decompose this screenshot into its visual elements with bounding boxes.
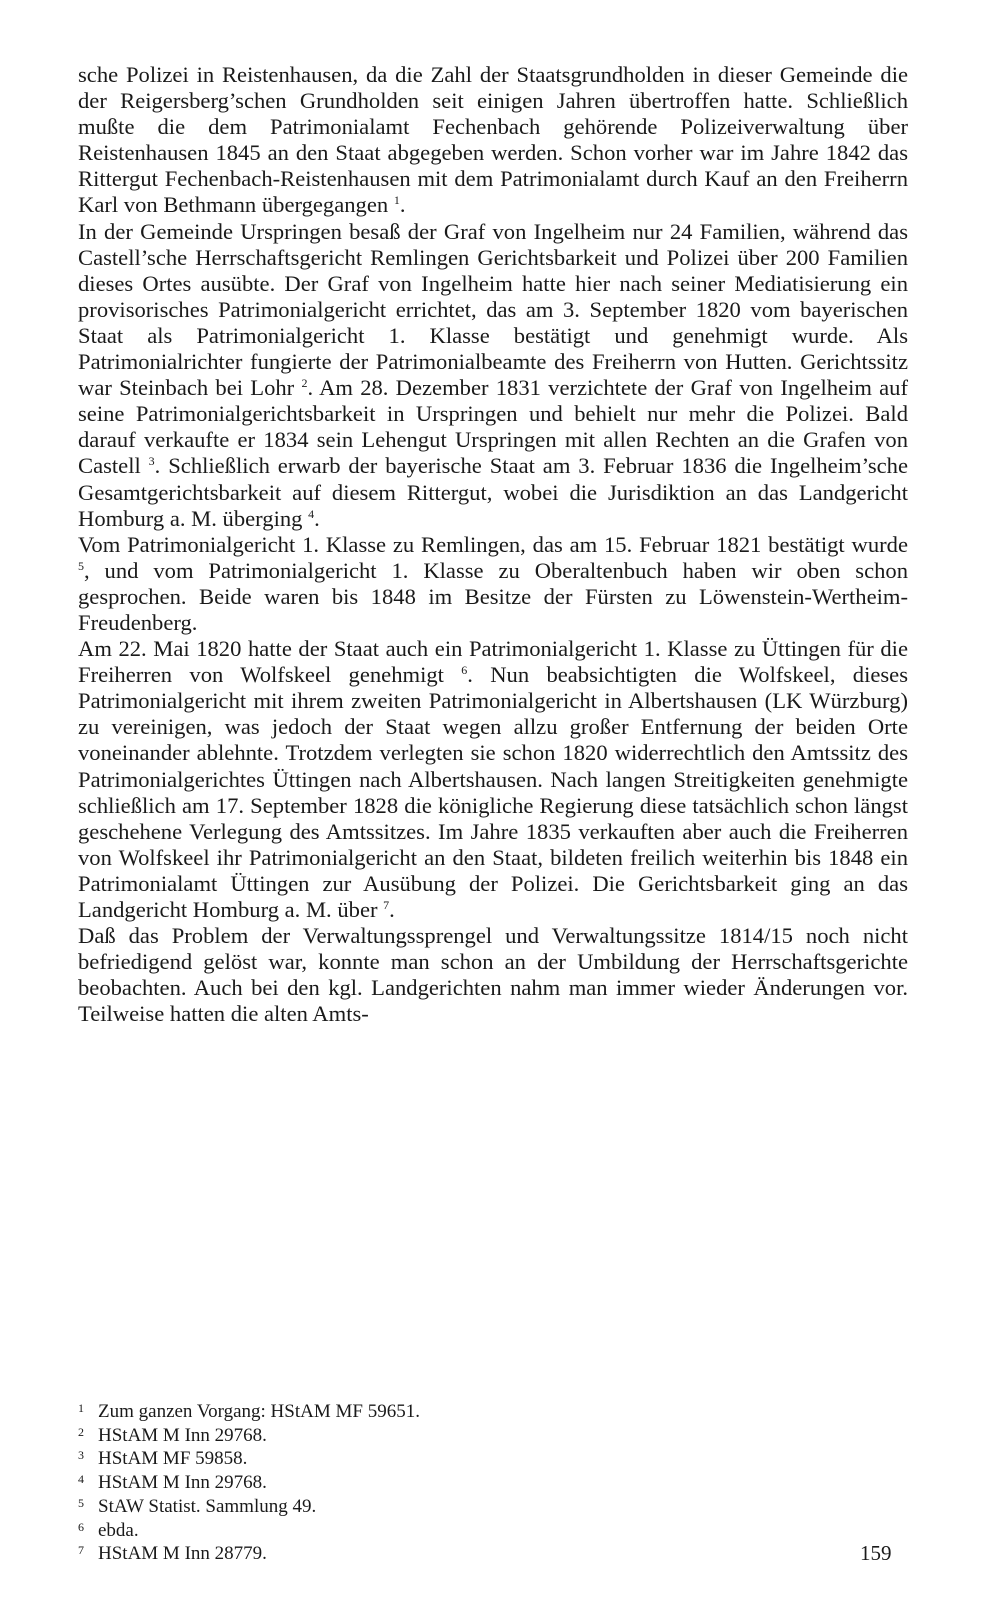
paragraph-4 bbox=[78, 636, 908, 923]
footnote-marker: 1 bbox=[393, 193, 400, 208]
paragraph-2 bbox=[78, 219, 908, 532]
footnote-5: 5 StAW Statist. Sammlung 49. bbox=[78, 1495, 317, 1517]
footnote-3: 3 HStAM MF 59858. bbox=[78, 1448, 248, 1470]
text-run: . bbox=[399, 192, 406, 218]
text-run: . Nun beabsichtigten die Wolfskeel, dieses Patrimonialgericht mit ihrem zweiten Patrimonialgericht in Albertshausen (LK Würzburg) zu vereinigen, was jedoch der Staat wegen allzu großer Entfernung der beiden Orte voneinander ablehnte. Trotzdem verlegten sie schon 1820 widerrechtlich den Amtssitz des Patrimonialgerichtes Üttingen nach Albertshausen. Nach langen Streitigkeiten genehmigte schließlich am 17. September 1828 die königliche Regierung diese tatsächlich schon längst geschehene Verlegung des Amtssitzes. Im Jahre 1835 verkauften aber auch die Freiherren von Wolfskeel ihr Patrimonialgericht an den Staat, bildeten freilich weiterhin bis 1848 ein Patrimonialamt Üttingen zur Ausübung der Polizei. Die Gerichtsbarkeit ging an das Landgericht Homburg a. M. über bbox=[78, 662, 909, 922]
footnote-7: 7 HStAM M Inn 28779. bbox=[78, 1543, 267, 1565]
footnote-marker: 5 bbox=[78, 558, 84, 573]
text-run: Am 22. Mai 1820 hatte der Staat auch ein Patrimonialgericht 1. Klasse zu Üttingen für die Freiherren von Wolfskeel genehmigt bbox=[78, 636, 908, 688]
text-run: sche Polizei in Reistenhausen, da die Zahl der Staatsgrundholden in dieser Gemeinde die der Reigersberg’schen Grundholden seit einigen Jahren übertroffen hatte. Schließlich mußte die dem Patrimonialamt Fechenbach gehörende Polizeiverwaltung über Reistenhausen 1845 an den Staat abgegeben werden. Schon vorher war im Jahre 1842 das Rittergut Fechenbach-Reistenhausen mit dem Patrimonialamt durch Kauf an den Freiherrn Karl von Bethmann übergegangen bbox=[78, 62, 908, 218]
footnote-marker: 6 bbox=[461, 663, 468, 678]
footnotes bbox=[78, 1400, 678, 1566]
text-run: . bbox=[389, 897, 395, 922]
text-run: Vom Patrimonialgericht 1. Klasse zu Remlingen, das am 15. Februar 1821 bestätigt wurde bbox=[78, 531, 908, 557]
footnote-1: 1 Zum ganzen Vorgang: HStAM MF 59651. bbox=[78, 1401, 420, 1422]
page-number: 159 bbox=[860, 1541, 892, 1565]
footnote-text: HStAM M Inn 29768. bbox=[98, 1424, 267, 1446]
main-text bbox=[78, 62, 908, 1027]
footnote-text: HStAM M Inn 28779. bbox=[98, 1543, 267, 1565]
footnote-text: Zum ganzen Vorgang: HStAM MF 59651. bbox=[98, 1401, 420, 1422]
footnote-marker: 7 bbox=[383, 898, 390, 912]
text-run: , und vom Patrimonialgericht 1. Klasse zu Oberaltenbuch haben wir oben schon gesprochen. Beide waren bis 1848 im Besitze der Fürsten zu Löwenstein-Wertheim-Freudenberg. bbox=[78, 557, 908, 635]
footnote-2: 2 HStAM M Inn 29768. bbox=[78, 1424, 267, 1446]
footnote-marker: 4 bbox=[308, 506, 315, 521]
text-run: In der Gemeinde Urspringen besaß der Graf von Ingelheim nur 24 Familien, während das Castell’sche Herrschaftsgericht Remlingen Gerichtsbarkeit und Polizei über 200 Familien dieses Ortes ausübte. Der Graf von Ingelheim hatte hier nach seiner Mediatisierung ein provisorisches Patrimonialgericht errichtet, das am 3. September 1820 vom bayerischen Staat als Patrimonialgericht 1. Klasse bestätigt und genehmigt wurde. Als Patrimonialrichter fungierte der Patrimonialbeamte des Freiherrn von Hutten. Gerichtssitz war Steinbach bei Lohr bbox=[78, 218, 908, 401]
footnote-6: 6 ebda. bbox=[78, 1519, 139, 1541]
paragraph-1 bbox=[78, 62, 908, 219]
text-run: Daß das Problem der Verwaltungssprengel und Verwaltungssitze 1814/15 noch nicht befriedigend gelöst war, konnte man schon an der Umbildung der Herrschaftsgerichte beobachten. Auch bei den kgl. Landgerichten nahm man immer wieder Änderungen vor. Teilweise hatten die alten Amts- bbox=[78, 923, 908, 1027]
footnote-marker: 3 bbox=[148, 454, 155, 469]
paragraph-5 bbox=[78, 923, 908, 1027]
paragraph-3 bbox=[78, 532, 908, 636]
text-run: . Schließlich erwarb der bayerische Staat am 3. Februar 1836 die Ingelheim’sche Gesamtgerichtsbarkeit auf diesem Rittergut, wobei die Jurisdiktion an das Landgericht Homburg a. M. überging bbox=[78, 453, 908, 531]
footnote-text: ebda. bbox=[98, 1519, 139, 1541]
text-run: . bbox=[314, 505, 320, 531]
text-run: . Am 28. Dezember 1831 verzichtete der Graf von Ingelheim auf seine Patrimonialgerichtsbarkeit in Urspringen und behielt nur mehr die Polizei. Bald darauf verkaufte er 1834 sein Lehengut Urspringen mit allen Rechten an die Grafen von Castell bbox=[78, 375, 908, 479]
footnote-text: HStAM M Inn 29768. bbox=[98, 1472, 267, 1494]
footnote-4: 4 HStAM M Inn 29768. bbox=[78, 1472, 267, 1494]
footnote-text: HStAM MF 59858. bbox=[98, 1448, 248, 1470]
footnote-text: StAW Statist. Sammlung 49. bbox=[98, 1495, 317, 1517]
footnote-marker: 2 bbox=[301, 376, 308, 391]
